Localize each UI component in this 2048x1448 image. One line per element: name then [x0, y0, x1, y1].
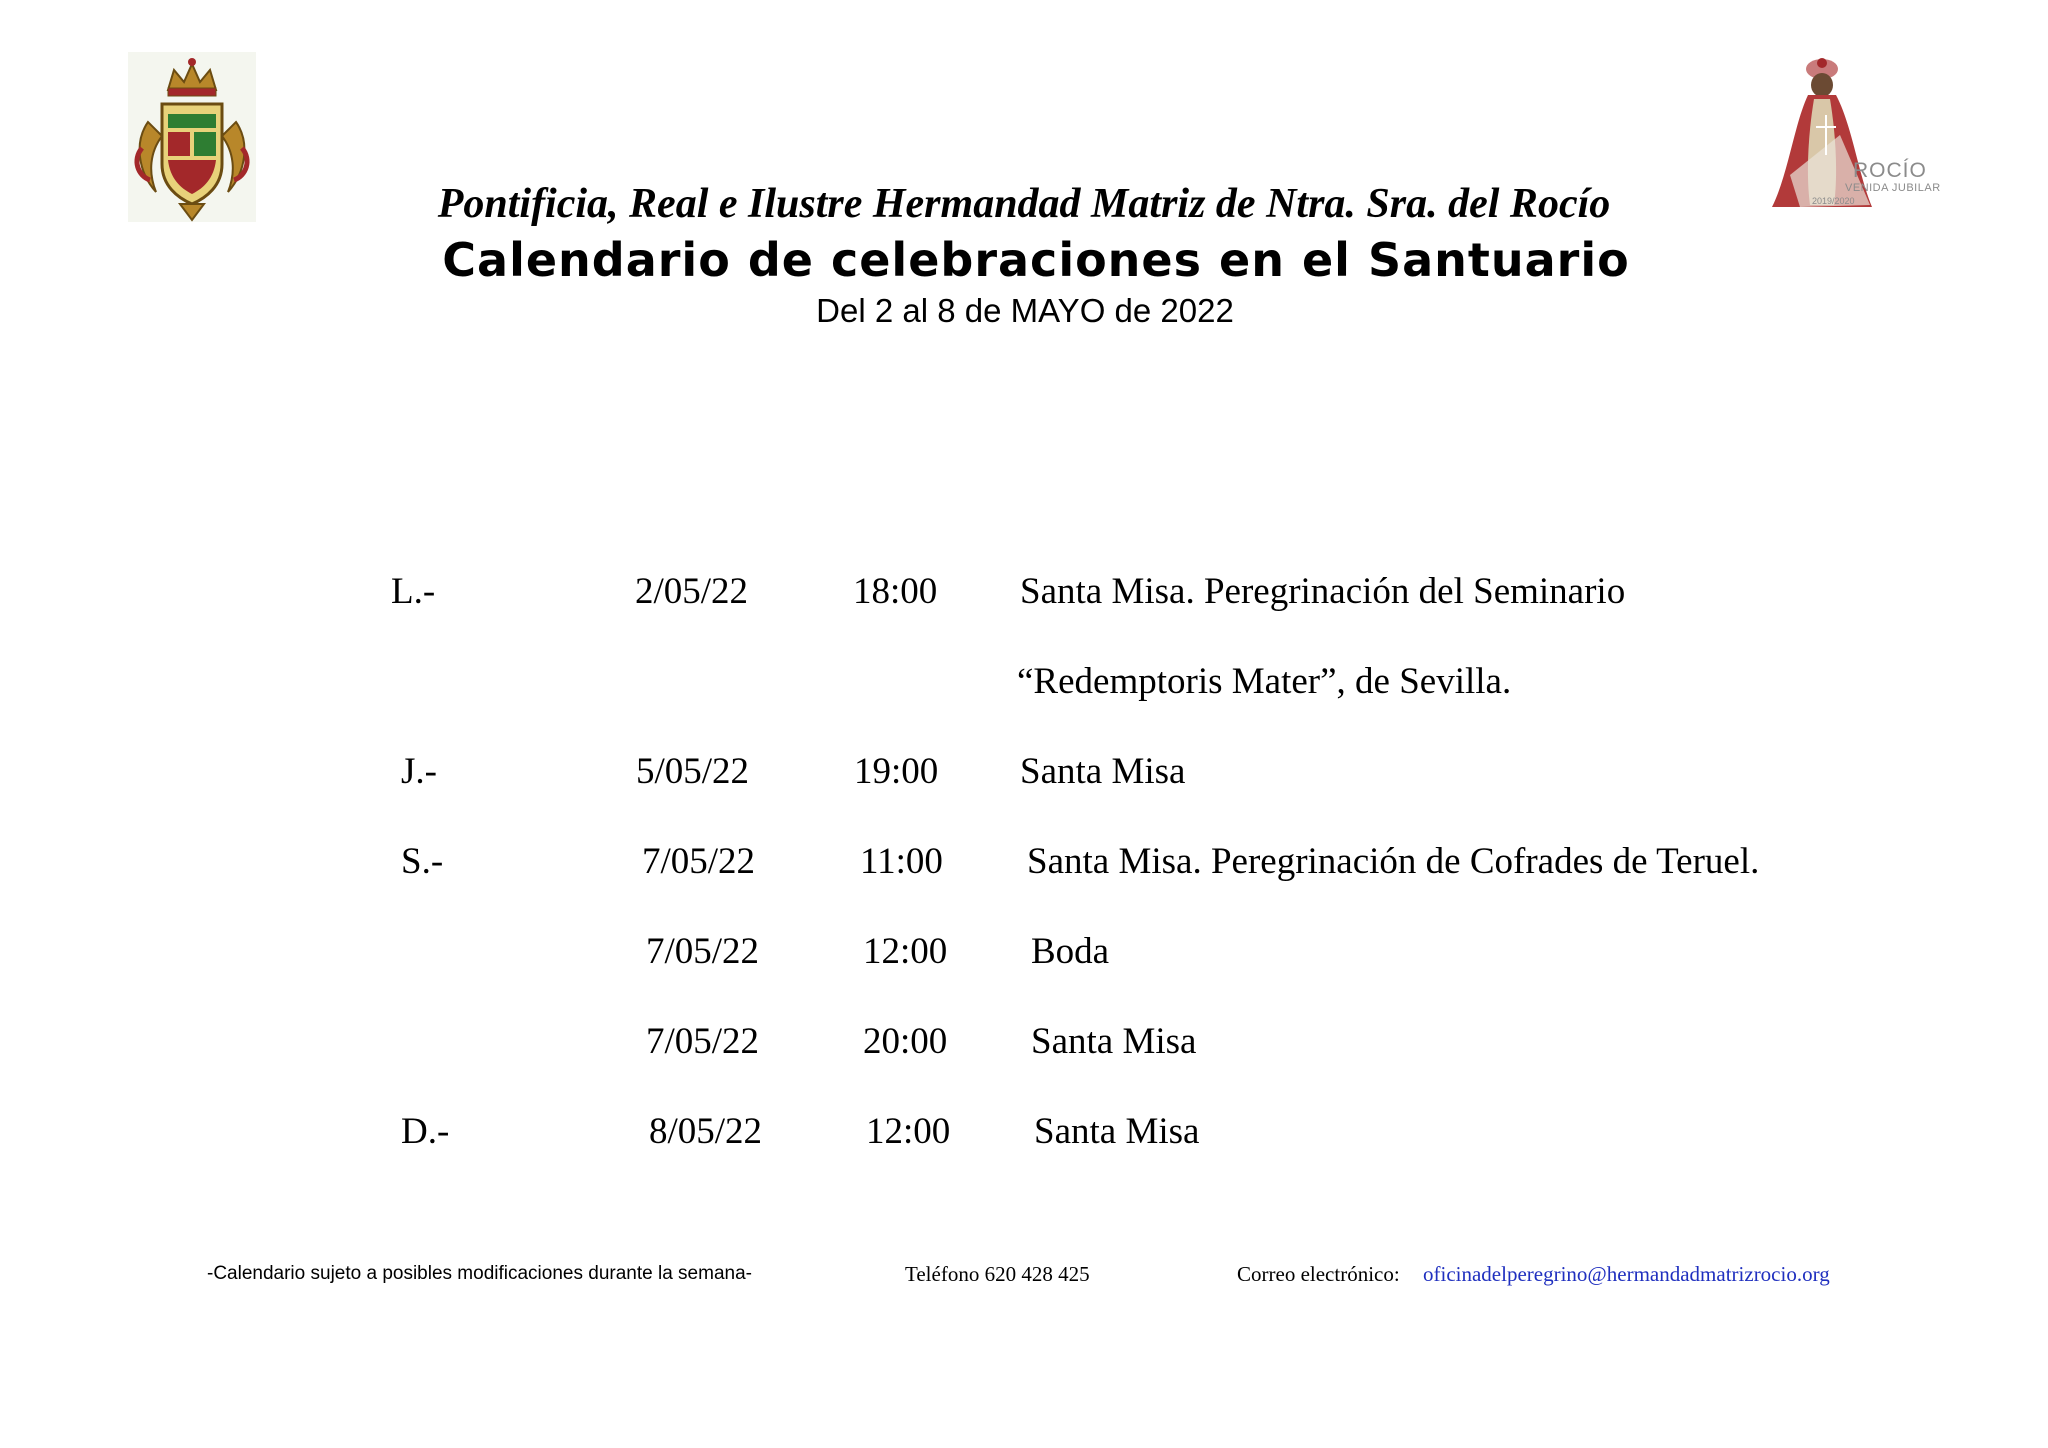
emblem-name: ROCÍO: [1853, 159, 1927, 182]
emblem-years: 2019/2020: [1812, 196, 1855, 206]
event-cell: Santa Misa. Peregrinación de Cofrades de Teruel.: [1027, 841, 1760, 882]
event-cell: Santa Misa: [1031, 1021, 1197, 1062]
time-cell: 12:00: [866, 1111, 951, 1152]
day-cell: J.-: [401, 751, 437, 792]
date-range: Del 2 al 8 de MAYO de 2022: [816, 292, 1234, 329]
emblem-subtitle: VENIDA JUBILAR: [1845, 182, 1941, 194]
footer-email-label: Correo electrónico:: [1237, 1262, 1400, 1286]
date-cell: 7/05/22: [646, 1021, 760, 1062]
footer-disclaimer: -Calendario sujeto a posibles modificaciones durante la semana-: [207, 1263, 752, 1284]
time-cell: 20:00: [863, 1021, 948, 1062]
day-cell: D.-: [401, 1111, 450, 1152]
time-cell: 12:00: [863, 931, 948, 972]
event-cell: “Redemptoris Mater”, de Sevilla.: [1017, 661, 1512, 702]
organization-name: Pontificia, Real e Ilustre Hermandad Matriz de Ntra. Sra. del Rocío: [437, 181, 1611, 227]
time-cell: 18:00: [853, 571, 938, 612]
day-cell: S.-: [401, 841, 444, 882]
event-cell: Santa Misa. Peregrinación del Seminario: [1020, 571, 1626, 612]
footer-phone: Teléfono 620 428 425: [905, 1262, 1090, 1286]
footer-email-link[interactable]: oficinadelperegrino@hermandadmatrizrocio.org: [1423, 1262, 1830, 1286]
date-cell: 7/05/22: [642, 841, 756, 882]
page-title: Calendario de celebraciones en el Santuario: [442, 233, 1630, 287]
time-cell: 19:00: [854, 751, 939, 792]
date-cell: 8/05/22: [649, 1111, 763, 1152]
date-cell: 7/05/22: [646, 931, 760, 972]
event-cell: Boda: [1031, 931, 1110, 972]
event-cell: Santa Misa: [1034, 1111, 1200, 1152]
day-cell: L.-: [391, 571, 436, 612]
date-cell: 5/05/22: [636, 751, 750, 792]
event-cell: Santa Misa: [1020, 751, 1186, 792]
date-cell: 2/05/22: [635, 571, 749, 612]
time-cell: 11:00: [860, 841, 943, 882]
